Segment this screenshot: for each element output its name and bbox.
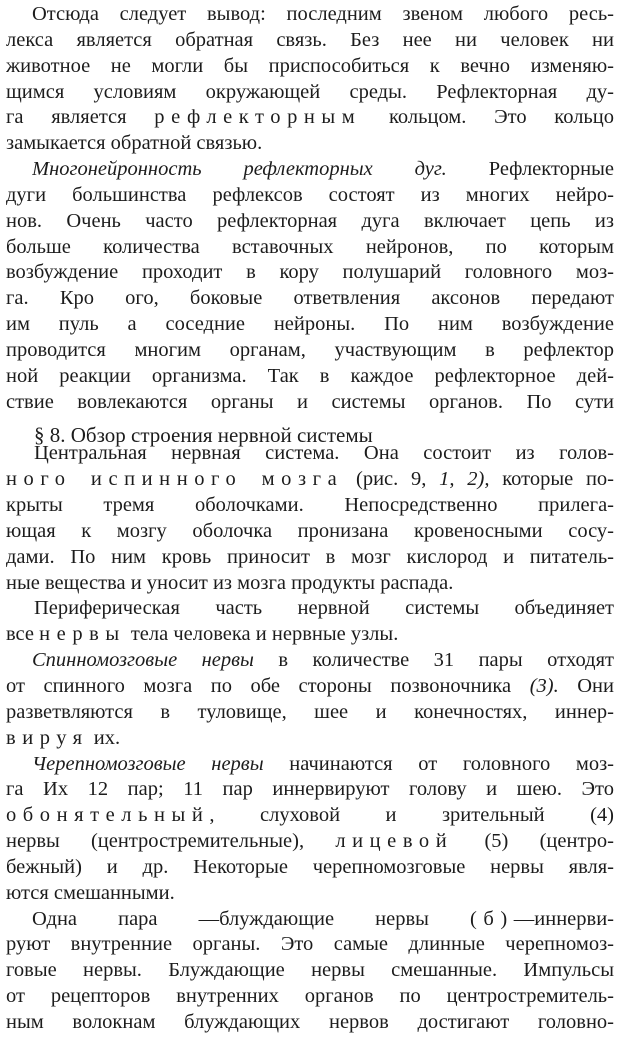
text-run: которые по- — [489, 468, 614, 490]
text-line: разветвляются в туловище, шее и конечностях, иннер- — [6, 701, 614, 723]
text-line: га Их 12 пар; 11 пар иннервируют голову и шею. Это — [6, 778, 614, 800]
figure-ref: 1, 2), — [439, 468, 490, 490]
figure-ref: (б) — [469, 908, 514, 930]
text-line: Центральная нервная система. Она состоит из голов- — [34, 442, 614, 464]
text-line: дуги большинства рефлексов состоят из многих нейро- — [6, 184, 614, 206]
text-run: в количестве 31 пары отходят — [253, 649, 614, 671]
text-run: Рефлекторные — [446, 158, 614, 180]
text-line: крыты тремя оболочками. Непосредственно прилега- — [6, 494, 614, 516]
text-line: от рецепторов внутренних органов по центростремитель- — [6, 985, 614, 1007]
text-line: лекса является обратная связь. Без нее ни человек ни — [6, 29, 614, 51]
text-run: нервы (центростремительные), — [6, 830, 336, 852]
text-run: тела человека и нервные узлы. — [125, 623, 399, 645]
text-run: их. — [88, 727, 121, 749]
text-line: Отсюда следует вывод: последним звеном любого ресь- — [32, 3, 614, 25]
text-line — [32, 907, 614, 932]
figure-ref: (3). — [529, 675, 559, 697]
spaced-term: лицевой — [335, 830, 454, 852]
text-line — [32, 752, 614, 777]
text-line — [6, 803, 614, 828]
text-line — [6, 674, 614, 699]
text-line: га. Кро ого, боковые ответвления аксонов передают — [6, 287, 614, 309]
italic-term: Черепномозговые нервы — [32, 753, 264, 775]
text-line: говые нервы. Блуждающие нервы смешанные. Импульсы — [6, 959, 614, 981]
text-line: дами. По ним кровь приносит в мозг кислород и питатель- — [6, 546, 614, 568]
text-run: кольцом. Это кольцо — [361, 106, 614, 128]
text-line: ной реакции организма. Так в каждое рефлекторное дей- — [6, 365, 614, 387]
text-line: возбуждение проходит в кору полушарий головного моз- — [6, 261, 614, 283]
text-line: животное не могли бы приспособиться к вечно изменяю- — [6, 55, 614, 77]
spaced-term: нервы — [39, 623, 126, 645]
text-run: (5) (центро- — [453, 830, 614, 852]
text-line: замыкается обратной связью. — [6, 132, 263, 154]
text-run: от спинного мозга по обе стороны позвоночника — [6, 675, 530, 697]
text-run: Они — [558, 675, 614, 697]
spaced-term: рефлекторным — [154, 106, 362, 128]
text-line — [6, 829, 614, 854]
text-run: начинаются от головного моз- — [263, 753, 614, 775]
text-run: —иннерви- — [513, 908, 614, 930]
italic-term: Многонейронность рефлекторных дуг. — [32, 158, 447, 180]
text-line: руют внутренние органы. Это самые длинные черепномоз- — [6, 933, 614, 955]
text-line — [32, 648, 614, 673]
text-run: , слуховой и зрительный (4) — [209, 804, 614, 826]
text-line: ные вещества и уносит из мозга продукты распада. — [6, 572, 454, 594]
text-line: щимся условиям окружающей среды. Рефлекторная ду- — [6, 81, 614, 103]
text-line: проводится многим органам, участвующим в рефлектор — [6, 339, 614, 361]
text-line: ющая к мозгу оболочка пронизана кровеносными сосу- — [6, 520, 614, 542]
text-run: (рис. 9, — [343, 468, 440, 490]
text-line: бежный) и др. Некоторые черепномозговые нервы явля- — [6, 856, 614, 878]
section-heading: § 8. Обзор строения нервной системы — [34, 423, 373, 447]
text-line: им пуль а соседние нейроны. По ним возбуждение — [6, 313, 614, 335]
spaced-term: ного испинного мозга — [6, 468, 344, 490]
spaced-term: вируя — [6, 727, 89, 749]
text-line: больше количества вставочных нейронов, по которым — [6, 236, 614, 258]
spaced-term: обонятельный — [6, 804, 210, 826]
italic-term: Спинномозговые нервы — [32, 649, 254, 671]
text-run: все — [6, 623, 40, 645]
text-line: ются смешанными. — [6, 882, 175, 904]
text-line: Периферическая часть нервной системы объединяет — [34, 597, 614, 619]
text-line — [6, 726, 614, 751]
text-line — [6, 622, 614, 647]
text-line — [6, 467, 614, 492]
text-run: га является — [6, 106, 155, 128]
text-line: нов. Очень часто рефлекторная дуга включает цепь из — [6, 210, 614, 232]
text-line — [6, 105, 614, 130]
text-line: ствие вовлекаются органы и системы органов. По сути — [6, 391, 614, 413]
text-line: ным волокнам блуждающих нервов достигают головно- — [6, 1011, 614, 1033]
text-run: Одна пара —блуждающие нервы — [32, 908, 470, 930]
text-line — [32, 157, 614, 182]
